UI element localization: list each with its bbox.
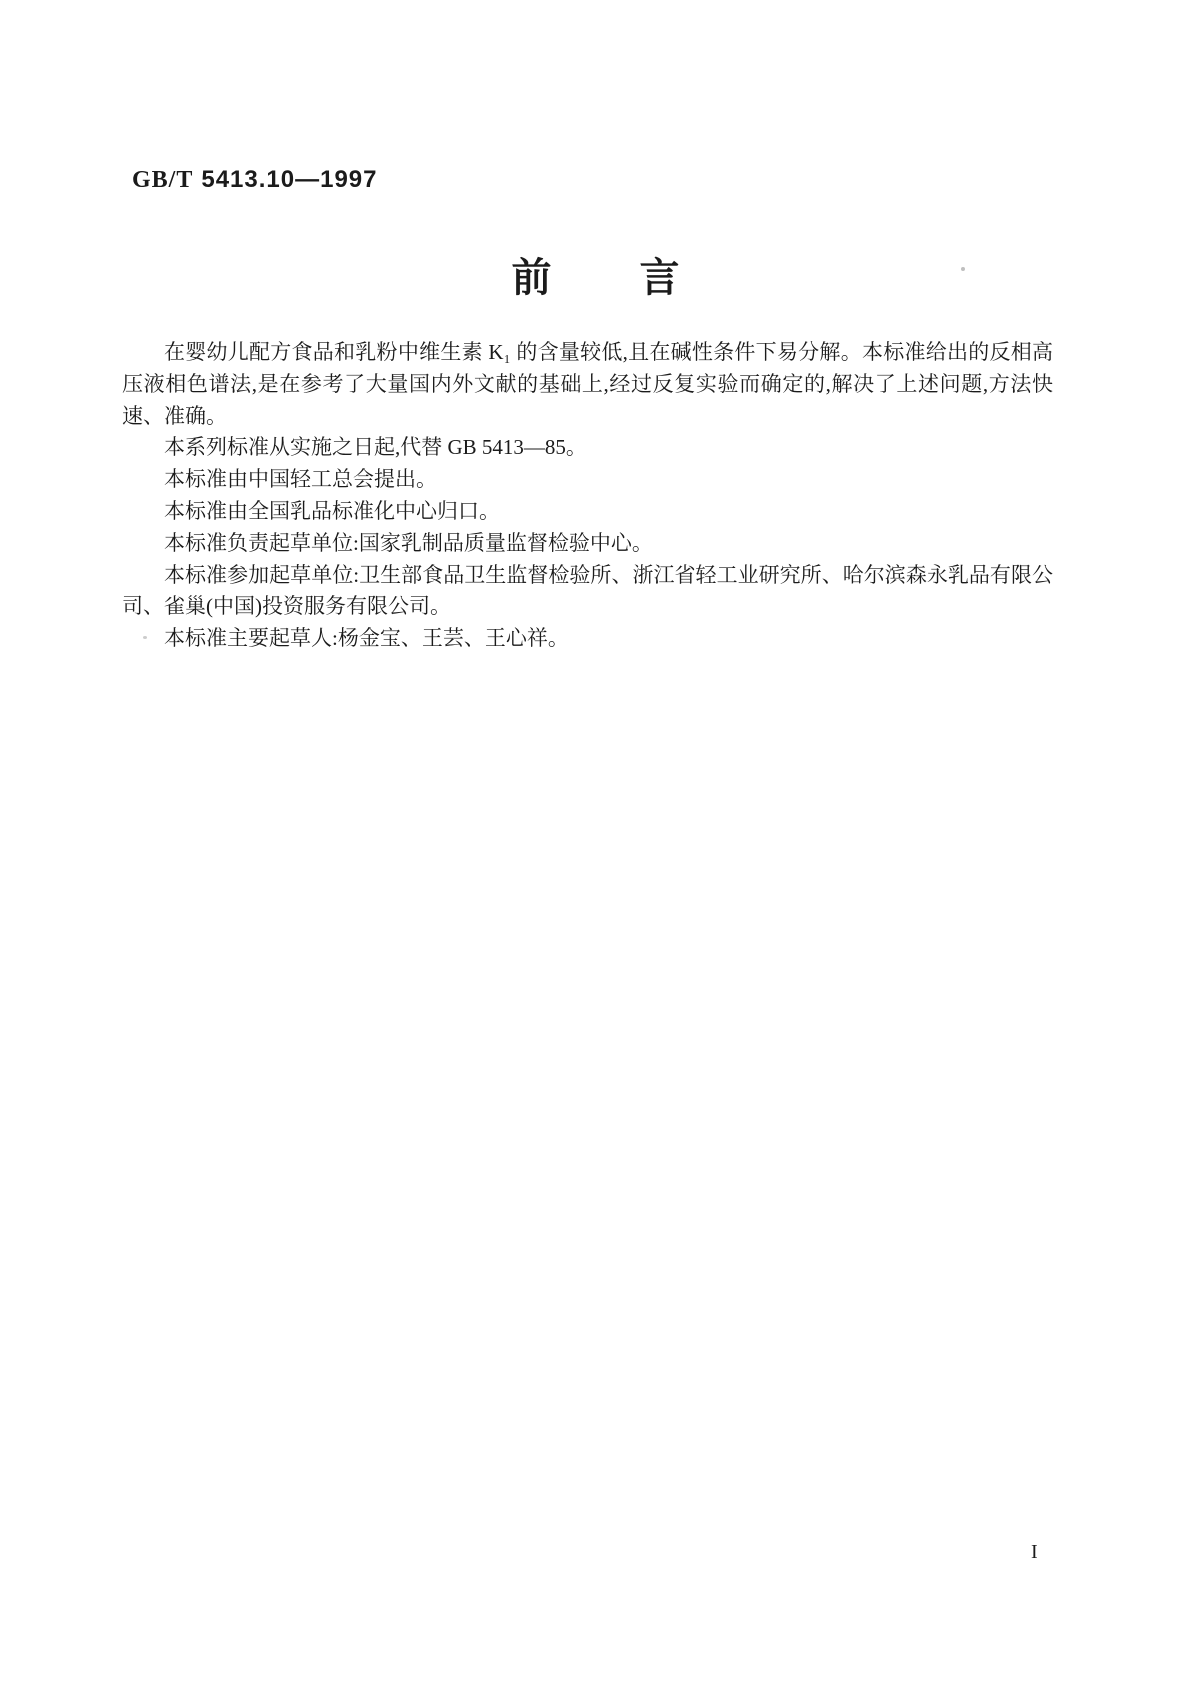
page-number: I — [1031, 1541, 1038, 1563]
foreword-line: 本标准主要起草人:杨金宝、王芸、王心祥。 — [164, 626, 569, 651]
page-title-char-1: 前 — [511, 255, 552, 300]
foreword-line: 本系列标准从实施之日起,代替 GB 5413—85。 — [164, 435, 587, 460]
page-title-char-2: 言 — [639, 255, 680, 300]
standard-code — [132, 166, 378, 194]
foreword-line: 速、准确。 — [122, 403, 227, 428]
foreword-line: 本标准由中国轻工总会提出。 — [164, 467, 437, 492]
foreword-line: 本标准由全国乳品标准化中心归口。 — [164, 498, 500, 523]
foreword-line: 压液相色谱法,是在参考了大量国内外文献的基础上,经过反复实验而确定的,解决了上述问题,方法快 — [122, 371, 1053, 396]
foreword-line: 司、雀巢(中国)投资服务有限公司。 — [122, 594, 451, 619]
standard-code-number: 5413.10—1997 — [201, 166, 378, 193]
foreword-line: 在婴幼儿配方食品和乳粉中维生素 K₁ 的含量较低,且在碱性条件下易分解。本标准给出的反相高 — [164, 340, 1053, 364]
scan-artifact-dot — [143, 636, 147, 639]
foreword-line: 本标准负责起草单位:国家乳制品质量监督检验中心。 — [164, 530, 653, 555]
foreword-line: 本标准参加起草单位:卫生部食品卫生监督检验所、浙江省轻工业研究所、哈尔滨森永乳品有限公 — [164, 562, 1053, 587]
foreword-body — [122, 337, 1053, 655]
scan-artifact-dot — [961, 267, 965, 271]
standard-code-prefix: GB/T — [132, 167, 194, 193]
page-title — [0, 255, 1191, 301]
